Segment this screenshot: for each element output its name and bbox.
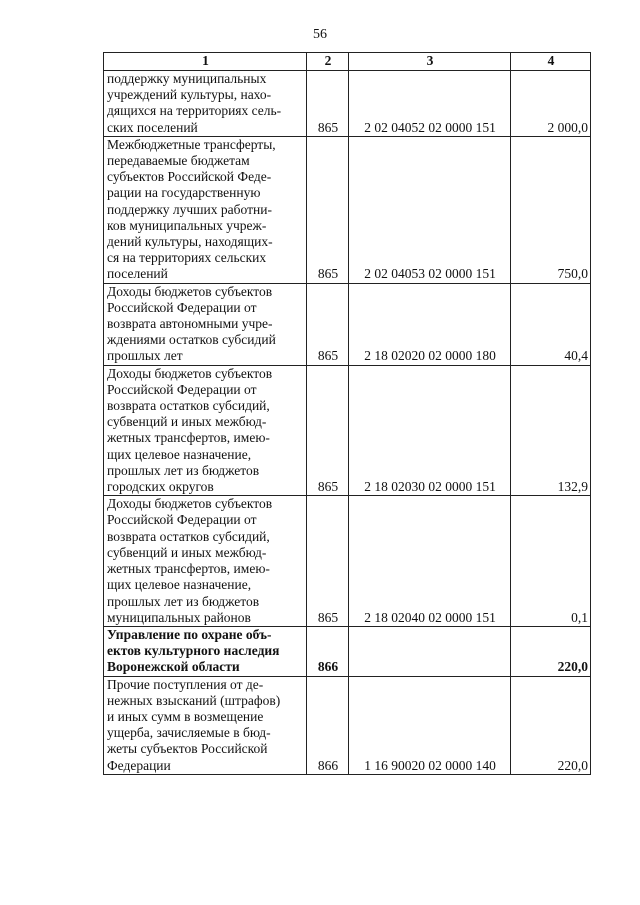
revenue-table <box>103 52 591 775</box>
admin-code-cell: 866 <box>307 626 349 676</box>
revenue-name-cell: Прочие поступления от де- нежных взысканий (штрафов) и иных сумм в возмещение ущерба, зачисляемые в бюд- жеты субъектов Российской Федерации <box>104 676 307 774</box>
amount-cell: 2 000,0 <box>511 71 591 137</box>
admin-code-cell: 865 <box>307 496 349 627</box>
administrator-name-cell: Управление по охране объ- ектов культурного наследия Воронежской области <box>104 626 307 676</box>
column-header-4: 4 <box>511 53 591 71</box>
table-row <box>104 496 591 627</box>
admin-code-cell: 866 <box>307 676 349 774</box>
revenue-name-cell: поддержку муниципальных учреждений культуры, нахо- дящихся на территориях сель- ских поселений <box>104 71 307 137</box>
budget-classification-code-cell: 2 02 04053 02 0000 151 <box>349 136 511 283</box>
amount-cell: 0,1 <box>511 496 591 627</box>
amount-cell: 132,9 <box>511 365 591 496</box>
budget-classification-code-cell: 1 16 90020 02 0000 140 <box>349 676 511 774</box>
budget-classification-code-cell: 2 18 02030 02 0000 151 <box>349 365 511 496</box>
table-row-section-total <box>104 626 591 676</box>
admin-code-cell: 865 <box>307 71 349 137</box>
amount-cell: 750,0 <box>511 136 591 283</box>
table-row <box>104 365 591 496</box>
admin-code-cell: 865 <box>307 136 349 283</box>
column-header-2: 2 <box>307 53 349 71</box>
budget-classification-code-cell <box>349 626 511 676</box>
page-number: 56 <box>313 27 327 42</box>
table-header-row <box>104 53 591 71</box>
budget-classification-code-cell: 2 18 02040 02 0000 151 <box>349 496 511 627</box>
column-header-3: 3 <box>349 53 511 71</box>
budget-classification-code-cell: 2 02 04052 02 0000 151 <box>349 71 511 137</box>
amount-cell: 220,0 <box>511 626 591 676</box>
admin-code-cell: 865 <box>307 283 349 365</box>
revenue-name-cell: Доходы бюджетов субъектов Российской Федерации от возврата остатков субсидий, субвенций и иных межбюд- жетных трансфертов, имею- щих целевое назначение, прошлых лет из бюджетов городских округов <box>104 365 307 496</box>
revenue-name-cell: Доходы бюджетов субъектов Российской Федерации от возврата остатков субсидий, субвенций и иных межбюд- жетных трансфертов, имею- щих целевое назначение, прошлых лет из бюджетов муниципальных районов <box>104 496 307 627</box>
revenue-name-cell: Межбюджетные трансферты, передаваемые бюджетам субъектов Российской Феде- рации на государственную поддержку лучших работни- ков муниципальных учреж- дений культуры, находящих- ся на территориях сельских поселений <box>104 136 307 283</box>
table-row <box>104 136 591 283</box>
amount-cell: 220,0 <box>511 676 591 774</box>
column-header-1: 1 <box>104 53 307 71</box>
table-row <box>104 676 591 774</box>
amount-cell: 40,4 <box>511 283 591 365</box>
table-row <box>104 283 591 365</box>
admin-code-cell: 865 <box>307 365 349 496</box>
revenue-name-cell: Доходы бюджетов субъектов Российской Федерации от возврата автономными учре- ждениями остатков субсидий прошлых лет <box>104 283 307 365</box>
table-row <box>104 71 591 137</box>
budget-classification-code-cell: 2 18 02020 02 0000 180 <box>349 283 511 365</box>
